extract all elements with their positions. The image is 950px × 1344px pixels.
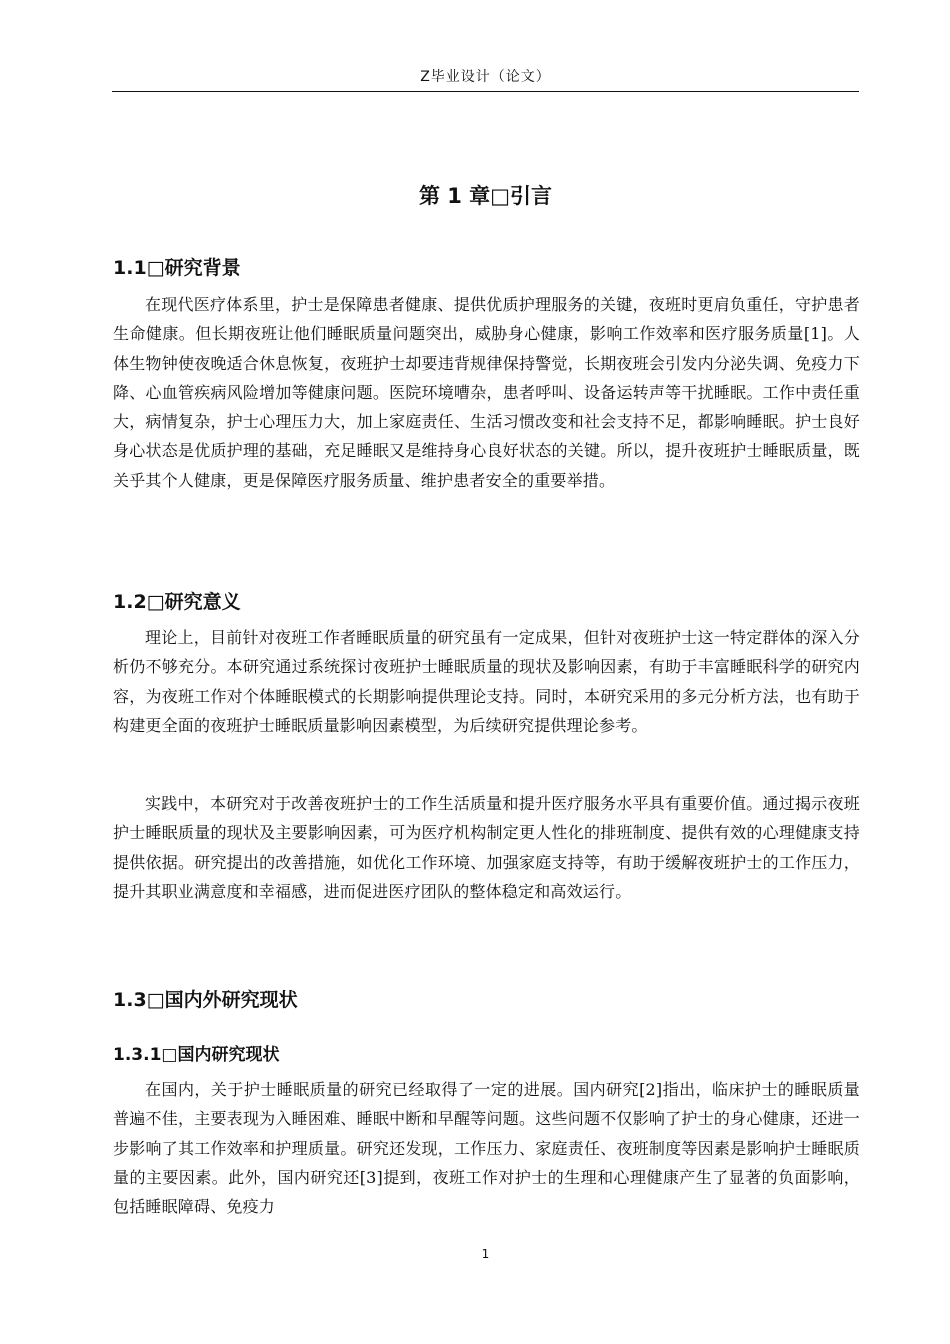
section-heading-1-2: 1.2□研究意义 (113, 591, 241, 613)
section-heading-1-3: 1.3□国内外研究现状 (113, 989, 298, 1011)
running-header: Z毕业设计（论文） (420, 69, 551, 85)
paragraph-significance-theory: 理论上，目前针对夜班工作者睡眠质量的研究虽有一定成果，但针对夜班护士这一特定群体的深入分析仍不够充分。本研究通过系统探讨夜班护士睡眠质量的现状及影响因素，有助于丰富睡眠科学的研究内容，为夜班工作对个体睡眠模式的长期影响提供理论支持。同时，本研究采用的多元分析方法，也有助于构建更全面的夜班护士睡眠质量影响因素模型，为后续研究提供理论参考。 (113, 628, 860, 735)
paragraph-domestic-status: 在国内，关于护士睡眠质量的研究已经取得了一定的进展。国内研究[2]指出，临床护士的睡眠质量普遍不佳，主要表现为入睡困难、睡眠中断和早醒等问题。这些问题不仅影响了护士的身心健康，还进一步影响了其工作效率和护理质量。研究还发现，工作压力、家庭责任、夜班制度等因素是影响护士睡眠质量的主要因素。此外，国内研究还[3]提到，夜班工作对护士的生理和心理健康产生了显著的负面影响，包括睡眠障碍、免疫力 (113, 1080, 860, 1217)
section-heading-1-1: 1.1□研究背景 (113, 257, 241, 279)
paragraph-research-background: 在现代医疗体系里，护士是保障患者健康、提供优质护理服务的关键，夜班时更肩负重任，守护患者生命健康。但长期夜班让他们睡眠质量问题突出，威胁身心健康，影响工作效率和医疗服务质量[1]。人体生物钟使夜晚适合休息恢复，夜班护士却要违背规律保持警觉，长期夜班会引发内分泌失调、免疫力下降、心血管疾病风险增加等健康问题。医院环境嘈杂，患者呼叫、设备运转声等干扰睡眠。工作中责任重大，病情复杂，护士心理压力大，加上家庭责任、生活习惯改变和社会支持不足，都影响睡眠。护士良好身心状态是优质护理的基础，充足睡眠又是维持身心良好状态的关键。所以，提升夜班护士睡眠质量，既关乎其个人健康，更是保障医疗服务质量、维护患者安全的重要举措。 (113, 295, 860, 490)
page-number: 1 (481, 1247, 490, 1261)
header-divider (112, 91, 859, 92)
subsection-heading-1-3-1: 1.3.1□国内研究现状 (113, 1045, 280, 1065)
chapter-title: 第 1 章□引言 (418, 184, 553, 208)
paragraph-significance-practice: 实践中，本研究对于改善夜班护士的工作生活质量和提升医疗服务水平具有重要价值。通过揭示夜班护士睡眠质量的现状及主要影响因素，可为医疗机构制定更人性化的排班制度、提供有效的心理健康支持提供依据。研究提出的改善措施，如优化工作环境、加强家庭支持等，有助于缓解夜班护士的工作压力，提升其职业满意度和幸福感，进而促进医疗团队的整体稳定和高效运行。 (113, 794, 860, 901)
